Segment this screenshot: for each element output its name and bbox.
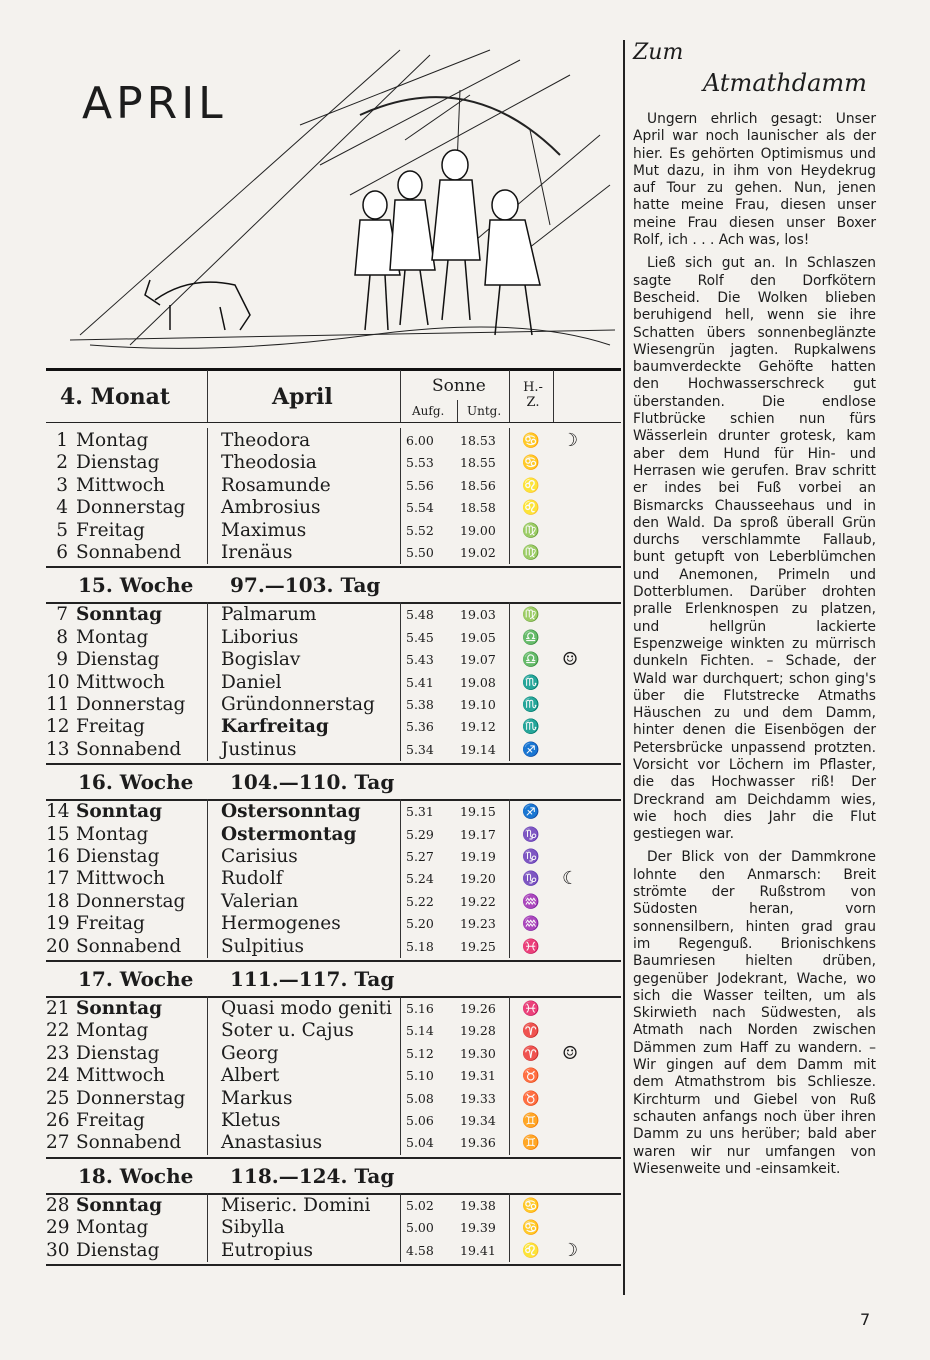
weekday: Freitag bbox=[76, 716, 145, 738]
table-row bbox=[46, 824, 621, 846]
saint-name: Albert bbox=[221, 1065, 280, 1087]
table-row bbox=[46, 1195, 621, 1217]
sunset-time: 19.19 bbox=[460, 849, 496, 864]
week-header bbox=[46, 767, 621, 797]
header-rise: Aufg. bbox=[412, 404, 445, 418]
saint-name: Carisius bbox=[221, 846, 298, 867]
saint-name: Hermogenes bbox=[221, 913, 341, 935]
weekday: Sonnabend bbox=[76, 738, 182, 760]
sunrise-time: 5.48 bbox=[406, 607, 434, 623]
day-number: 10 bbox=[46, 671, 70, 693]
sunrise-time: 5.08 bbox=[406, 1090, 434, 1106]
moon-phase-icon: ☽ bbox=[562, 1239, 579, 1261]
saint-name: Miseric. Domini bbox=[221, 1194, 371, 1216]
day-number: 29 bbox=[46, 1217, 70, 1239]
table-row bbox=[46, 430, 621, 452]
sunset-time: 19.25 bbox=[460, 938, 496, 954]
saint-name: Theodosia bbox=[221, 452, 317, 474]
saint-name: Sulpitius bbox=[221, 935, 305, 957]
twins-icon: ♊ bbox=[522, 1135, 540, 1152]
saint-name: Rosamunde bbox=[221, 474, 331, 496]
table-row bbox=[46, 1110, 621, 1132]
table-row bbox=[46, 604, 621, 626]
week-label: 15. Woche bbox=[78, 573, 194, 598]
column-divider bbox=[509, 996, 510, 1155]
day-number: 25 bbox=[46, 1087, 70, 1109]
sunset-time: 19.05 bbox=[460, 629, 496, 645]
column-divider bbox=[400, 1193, 401, 1262]
header-sun: Sonne bbox=[432, 376, 486, 396]
table-row bbox=[46, 891, 621, 913]
sunrise-time: 5.06 bbox=[406, 1113, 434, 1128]
column-rule bbox=[623, 40, 625, 1295]
saint-name: Ostersonntag bbox=[221, 801, 361, 823]
goat-icon: ♑ bbox=[522, 871, 540, 888]
sunset-time: 19.03 bbox=[460, 607, 496, 623]
sunset-time: 18.58 bbox=[460, 500, 496, 516]
weekday: Mittwoch bbox=[76, 868, 165, 890]
sunset-time: 19.39 bbox=[460, 1220, 496, 1236]
column-divider bbox=[207, 428, 208, 564]
sunrise-time: 5.31 bbox=[406, 804, 434, 820]
scorpion-icon: ♏ bbox=[522, 697, 540, 713]
table-row bbox=[46, 627, 621, 649]
table-row bbox=[46, 846, 621, 868]
saint-name: Theodora bbox=[221, 430, 311, 451]
weekday: Freitag bbox=[76, 519, 145, 541]
bull-icon: ♉ bbox=[522, 1090, 540, 1107]
day-number: 3 bbox=[56, 474, 68, 496]
table-row bbox=[46, 649, 621, 671]
sunset-time: 19.02 bbox=[460, 545, 496, 560]
essay-title-line2: Atmathdamm bbox=[703, 69, 867, 97]
sunset-time: 19.28 bbox=[460, 1023, 496, 1039]
moon-phase-icon: ☾ bbox=[562, 868, 579, 890]
goat-icon: ♑ bbox=[522, 849, 540, 865]
day-number: 6 bbox=[56, 542, 68, 563]
sunrise-time: 5.20 bbox=[406, 916, 434, 932]
table-row bbox=[46, 998, 621, 1020]
sunset-time: 19.41 bbox=[460, 1242, 496, 1258]
day-number: 7 bbox=[56, 604, 68, 626]
sunrise-time: 5.22 bbox=[406, 893, 434, 909]
header-divider bbox=[509, 370, 510, 422]
sunrise-time: 5.00 bbox=[406, 1220, 434, 1236]
scales-icon: ♎ bbox=[522, 652, 540, 669]
saint-name: Kletus bbox=[221, 1110, 281, 1131]
day-number: 8 bbox=[56, 626, 68, 648]
day-number: 12 bbox=[46, 716, 70, 738]
sunrise-time: 5.45 bbox=[406, 629, 434, 645]
table-row bbox=[46, 694, 621, 716]
day-number: 22 bbox=[46, 1020, 70, 1042]
column-divider bbox=[509, 428, 510, 564]
sunrise-time: 5.27 bbox=[406, 849, 434, 864]
saint-name: Liborius bbox=[221, 626, 299, 648]
saint-name: Rudolf bbox=[221, 868, 283, 890]
saint-name: Justinus bbox=[221, 738, 297, 760]
weekday: Sonntag bbox=[76, 998, 163, 1019]
sunset-time: 19.07 bbox=[460, 652, 496, 668]
fish-icon: ♓ bbox=[522, 938, 540, 955]
sunrise-time: 5.50 bbox=[406, 545, 434, 560]
weekday: Montag bbox=[76, 626, 149, 648]
essay-column bbox=[633, 40, 876, 1184]
week-label: 17. Woche bbox=[78, 967, 194, 991]
header-set: Untg. bbox=[467, 404, 502, 418]
sunrise-time: 5.53 bbox=[406, 455, 434, 471]
column-divider bbox=[400, 602, 401, 761]
column-divider bbox=[400, 799, 401, 958]
lion-icon: ♌ bbox=[522, 1242, 540, 1259]
virgin-icon: ♍ bbox=[522, 522, 540, 539]
column-divider bbox=[509, 1193, 510, 1262]
lion-icon: ♌ bbox=[522, 500, 540, 517]
fish-icon: ♓ bbox=[522, 1001, 540, 1017]
sunset-time: 19.30 bbox=[460, 1045, 496, 1061]
day-number: 4 bbox=[56, 497, 68, 519]
header-name: April bbox=[272, 384, 333, 410]
week-days: 97.—103. Tag bbox=[230, 573, 381, 598]
saint-name: Daniel bbox=[221, 671, 282, 693]
column-divider bbox=[207, 996, 208, 1155]
bull-icon: ♉ bbox=[522, 1068, 540, 1085]
header-hz: H.-Z. bbox=[523, 380, 543, 410]
week-days: 118.—124. Tag bbox=[230, 1163, 395, 1188]
table-row bbox=[46, 868, 621, 890]
essay-paragraph: Ungern ehrlich gesagt: Unser April war noch launischer als der hier. Es gehörten Optimismus und Mut dazu, in ihm von Heydekrug auf Tour zu gehen. Nun, jenen hatte meine Frau, diesen unser meine Frau diesen unser Boxer Rolf, ich . . . Ach was, los! bbox=[633, 111, 876, 249]
saint-name: Sibylla bbox=[221, 1217, 285, 1239]
sunset-time: 19.14 bbox=[460, 741, 496, 757]
weekday: Sonntag bbox=[76, 801, 163, 823]
week-rule bbox=[46, 566, 621, 568]
crab-icon: ♋ bbox=[522, 455, 540, 472]
table-bottom-rule bbox=[46, 1264, 621, 1266]
day-number: 24 bbox=[46, 1065, 70, 1087]
sunset-time: 19.38 bbox=[460, 1197, 496, 1213]
saint-name: Eutropius bbox=[221, 1239, 314, 1261]
table-row bbox=[46, 672, 621, 694]
weekday: Montag bbox=[76, 430, 149, 451]
column-divider bbox=[207, 602, 208, 761]
sunrise-time: 5.12 bbox=[406, 1045, 434, 1061]
weekday: Dienstag bbox=[76, 1239, 160, 1261]
sunset-time: 19.33 bbox=[460, 1090, 496, 1106]
saint-name: Quasi modo geniti bbox=[221, 998, 392, 1019]
weekday: Mittwoch bbox=[76, 1065, 165, 1087]
day-number: 26 bbox=[46, 1110, 70, 1131]
sunset-time: 19.23 bbox=[460, 916, 496, 932]
table-top-rule bbox=[46, 368, 621, 371]
sunrise-time: 5.24 bbox=[406, 871, 434, 887]
sunset-time: 19.10 bbox=[460, 697, 496, 712]
scorpion-icon: ♏ bbox=[522, 719, 540, 736]
scorpion-icon: ♏ bbox=[522, 674, 540, 691]
sunrise-time: 5.04 bbox=[406, 1135, 434, 1151]
table-row bbox=[46, 936, 621, 958]
weekday: Donnerstag bbox=[76, 694, 186, 715]
column-divider bbox=[509, 799, 510, 958]
table-row bbox=[46, 913, 621, 935]
header-divider bbox=[400, 370, 401, 422]
twins-icon: ♊ bbox=[522, 1113, 540, 1129]
header-divider bbox=[207, 370, 208, 422]
column-divider bbox=[400, 428, 401, 564]
sunset-time: 19.36 bbox=[460, 1135, 496, 1151]
table-row bbox=[46, 1240, 621, 1262]
weekday: Montag bbox=[76, 823, 149, 845]
moon-phase-icon: ☽ bbox=[562, 430, 579, 451]
day-number: 9 bbox=[56, 649, 68, 671]
crab-icon: ♋ bbox=[522, 1197, 540, 1214]
weekday: Sonntag bbox=[76, 604, 163, 626]
sunrise-time: 5.16 bbox=[406, 1001, 434, 1016]
essay-title-line1: Zum bbox=[633, 40, 684, 65]
moon-phase-icon: ☺ bbox=[562, 1042, 579, 1064]
header-divider bbox=[553, 370, 554, 422]
week-header bbox=[46, 1161, 621, 1191]
weekday: Mittwoch bbox=[76, 671, 165, 693]
ram-icon: ♈ bbox=[522, 1023, 540, 1040]
crab-icon: ♋ bbox=[522, 433, 540, 449]
column-divider bbox=[509, 602, 510, 761]
day-number: 23 bbox=[46, 1042, 70, 1064]
saint-name: Soter u. Cajus bbox=[221, 1020, 354, 1042]
day-number: 11 bbox=[46, 694, 70, 715]
column-divider bbox=[400, 996, 401, 1155]
sunset-time: 19.15 bbox=[460, 804, 496, 820]
sunset-time: 19.31 bbox=[460, 1068, 496, 1084]
virgin-icon: ♍ bbox=[522, 607, 540, 624]
waterbearer-icon: ♒ bbox=[522, 916, 540, 933]
saint-name: Valerian bbox=[221, 890, 299, 912]
table-row bbox=[46, 452, 621, 474]
sunrise-time: 5.56 bbox=[406, 477, 434, 493]
saint-name: Maximus bbox=[221, 519, 307, 541]
day-number: 15 bbox=[46, 823, 70, 845]
day-number: 16 bbox=[46, 846, 70, 867]
sunrise-time: 5.54 bbox=[406, 500, 434, 516]
table-row bbox=[46, 716, 621, 738]
sunset-time: 18.56 bbox=[460, 477, 496, 493]
day-number: 30 bbox=[46, 1239, 70, 1261]
scales-icon: ♎ bbox=[522, 629, 540, 646]
saint-name: Gründonnerstag bbox=[221, 694, 375, 715]
ram-icon: ♈ bbox=[522, 1045, 540, 1062]
sunrise-time: 5.52 bbox=[406, 522, 434, 538]
table-row bbox=[46, 1043, 621, 1065]
day-number: 17 bbox=[46, 868, 70, 890]
weekday: Donnerstag bbox=[76, 1087, 186, 1109]
weekday: Montag bbox=[76, 1020, 149, 1042]
saint-name: Ostermontag bbox=[221, 823, 357, 845]
sunset-time: 19.26 bbox=[460, 1001, 496, 1016]
saint-name: Karfreitag bbox=[221, 716, 329, 738]
week-days: 111.—117. Tag bbox=[230, 967, 395, 991]
weekday: Donnerstag bbox=[76, 497, 186, 519]
table-row bbox=[46, 801, 621, 823]
weekday: Dienstag bbox=[76, 1042, 160, 1064]
day-number: 14 bbox=[46, 801, 70, 823]
sunset-time: 19.20 bbox=[460, 871, 496, 887]
rain-umbrella-illustration bbox=[70, 45, 615, 365]
moon-phase-icon: ☺ bbox=[562, 649, 579, 671]
day-number: 28 bbox=[46, 1194, 70, 1216]
sunset-time: 19.00 bbox=[460, 522, 496, 538]
table-row bbox=[46, 1065, 621, 1087]
weekday: Dienstag bbox=[76, 846, 160, 867]
day-number: 18 bbox=[46, 890, 70, 912]
sunrise-time: 5.34 bbox=[406, 741, 434, 757]
sunrise-time: 5.36 bbox=[406, 719, 434, 735]
weekday: Sonnabend bbox=[76, 1132, 182, 1154]
saint-name: Georg bbox=[221, 1042, 279, 1064]
essay-paragraph: Der Blick von der Dammkrone lohnte den Anmarsch: Breit strömte der Rußstrom von Südosten heran, vorn sonnensilbern, hinten grad grau im Regenguß. Brionischkens Baumriesen hielten drüben, gegenüber Jodekrant, Wache, wo sich die Wasser teilten, um als Skirwieth nach Südwesten, als Atmath nach Norden zwischen Dämmen zum Haff zu wandern. – Wir gingen auf dem Damm mit dem Atmathstrom bis Schliesze. Kirchturm und Giebel von Ruß schauten anfangs noch über ihren Damm zu uns herüber; bald aber waren wir nur umfangen von Wiesenweite und -einsamkeit. bbox=[633, 849, 876, 1177]
header-divider bbox=[457, 400, 458, 422]
saint-name: Markus bbox=[221, 1087, 293, 1109]
day-number: 13 bbox=[46, 738, 70, 760]
sunrise-time: 5.41 bbox=[406, 674, 434, 690]
table-row bbox=[46, 739, 621, 761]
sunrise-time: 5.38 bbox=[406, 697, 434, 712]
day-number: 1 bbox=[56, 430, 68, 451]
table-row bbox=[46, 1132, 621, 1154]
saint-name: Anastasius bbox=[221, 1132, 323, 1154]
column-divider bbox=[207, 799, 208, 958]
waterbearer-icon: ♒ bbox=[522, 893, 540, 910]
day-number: 20 bbox=[46, 935, 70, 957]
sunset-time: 19.34 bbox=[460, 1113, 496, 1128]
goat-icon: ♑ bbox=[522, 826, 540, 843]
sunrise-time: 5.14 bbox=[406, 1023, 434, 1039]
sunset-time: 19.17 bbox=[460, 826, 496, 842]
sunset-time: 18.53 bbox=[460, 433, 496, 448]
essay-paragraph: Ließ sich gut an. In Schlaszen sagte Rolf den Dorfkötern Bescheid. Die Wolken blieben beruhigend hell, wenn sie ihre Schatten übers sonnenbeglänzte Wiesengrün jagten. Rupkalwens baumverdeckte Gehöfte hatten den Hochwasserschreck gut überstanden. Die endlose Flutbrücke schien nun fürs Wässerlein drunter grotesk, kam aber dem Hund für Hin- und Herrasen wie gerufen. Brav schritt er indes bei Fuß vorbei an Bismarcks Chausseehaus und in den Wald. Da sproß überall Grün durchs verschlammte Fallaub, bunt getupft von Leberblümchen und Anemonen, Primeln und Dotterblumen. Darüber drohten pralle Erlenknospen zu platzen, und hellgrün lackierte Espenzweige winkten zu mürrisch dunkeln Fichten. – Schade, der Wald war durchquert; schon ging's über die Flutstrecke Atmaths Häuschen zu und dem Damm, hinter denen die Eisenbögen der Petersbrücke unpassend protzten. Vorsicht vor Löchern im Pflaster, die das Hochwasser riß! Der Dreckrand am Deichdamm wies, wie hoch dies Jahr die Flut gestiegen war. bbox=[633, 255, 876, 843]
header-month: 4. Monat bbox=[60, 384, 171, 410]
virgin-icon: ♍ bbox=[522, 545, 540, 561]
sunrise-time: 6.00 bbox=[406, 433, 434, 448]
week-label: 18. Woche bbox=[78, 1163, 194, 1188]
sunrise-time: 5.10 bbox=[406, 1068, 434, 1084]
crab-icon: ♋ bbox=[522, 1220, 540, 1237]
lion-icon: ♌ bbox=[522, 477, 540, 494]
weekday: Montag bbox=[76, 1217, 149, 1239]
weekday: Sonntag bbox=[76, 1194, 163, 1216]
month-title: APRIL bbox=[82, 78, 227, 129]
column-divider bbox=[207, 1193, 208, 1262]
table-row bbox=[46, 1217, 621, 1239]
saint-name: Bogislav bbox=[221, 649, 301, 671]
saint-name: Palmarum bbox=[221, 604, 317, 626]
page-number: 7 bbox=[860, 1310, 871, 1329]
sunrise-time: 5.43 bbox=[406, 652, 434, 668]
weekday: Freitag bbox=[76, 1110, 145, 1131]
weekday: Sonnabend bbox=[76, 935, 182, 957]
archer-icon: ♐ bbox=[522, 741, 540, 758]
week-days: 104.—110. Tag bbox=[230, 770, 395, 795]
weekday: Sonnabend bbox=[76, 542, 182, 563]
saint-name: Ambrosius bbox=[221, 497, 321, 519]
week-header bbox=[46, 570, 621, 600]
day-number: 2 bbox=[56, 452, 68, 474]
week-label: 16. Woche bbox=[78, 770, 194, 795]
sunset-time: 19.12 bbox=[460, 719, 496, 735]
sunset-time: 19.08 bbox=[460, 674, 496, 690]
week-header bbox=[46, 964, 621, 994]
weekday: Donnerstag bbox=[76, 890, 186, 912]
table-row bbox=[46, 497, 621, 519]
weekday: Dienstag bbox=[76, 649, 160, 671]
weekday: Freitag bbox=[76, 913, 145, 935]
sunrise-time: 5.18 bbox=[406, 938, 434, 954]
table-row bbox=[46, 475, 621, 497]
table-row bbox=[46, 1088, 621, 1110]
day-number: 5 bbox=[56, 519, 68, 541]
sunset-time: 18.55 bbox=[460, 455, 496, 471]
weekday: Dienstag bbox=[76, 452, 160, 474]
sunset-time: 19.22 bbox=[460, 893, 496, 909]
table-row bbox=[46, 1020, 621, 1042]
day-number: 21 bbox=[46, 998, 70, 1019]
table-row bbox=[46, 520, 621, 542]
saint-name: Irenäus bbox=[221, 542, 293, 563]
archer-icon: ♐ bbox=[522, 804, 540, 821]
weekday: Mittwoch bbox=[76, 474, 165, 496]
day-number: 19 bbox=[46, 913, 70, 935]
sunrise-time: 4.58 bbox=[406, 1242, 434, 1258]
week-rule bbox=[46, 960, 621, 962]
week-rule bbox=[46, 763, 621, 765]
sunrise-time: 5.02 bbox=[406, 1197, 434, 1213]
sunrise-time: 5.29 bbox=[406, 826, 434, 842]
header-bottom-rule bbox=[46, 422, 621, 423]
table-row bbox=[46, 542, 621, 564]
week-rule bbox=[46, 1157, 621, 1159]
day-number: 27 bbox=[46, 1132, 70, 1154]
